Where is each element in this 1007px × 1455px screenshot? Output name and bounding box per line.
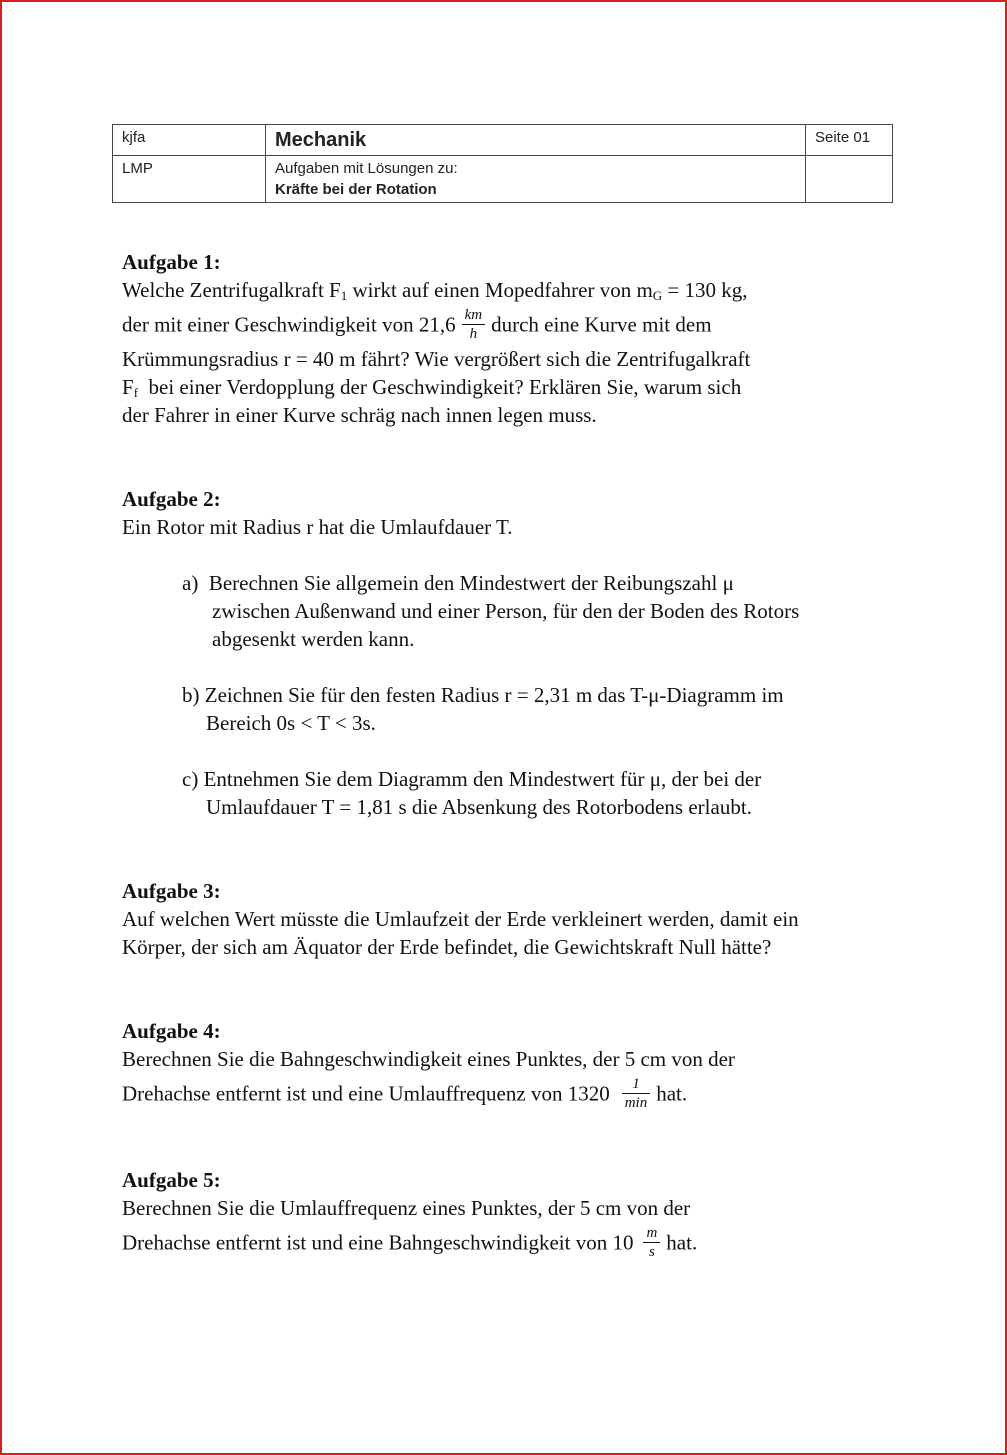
task-4-text: hat. bbox=[656, 1081, 688, 1106]
subtask-a-line-1: a) Berechnen Sie allgemein den Mindestwert der Reibungszahl μ bbox=[182, 571, 734, 595]
task-1-text: wirkt auf einen Mopedfahrer von m bbox=[347, 278, 653, 302]
task-2-subtasks bbox=[182, 569, 922, 821]
task-1-line-3: Krümmungsradius r = 40 m fährt? Wie vergrößert sich die Zentrifugalkraft bbox=[122, 347, 751, 371]
task-1-line-1 bbox=[122, 276, 922, 304]
fraction-numerator: km bbox=[462, 306, 486, 325]
fraction-numerator: m bbox=[643, 1224, 660, 1243]
task-3-title: Aufgabe 3: bbox=[122, 879, 221, 903]
task-2-intro: Ein Rotor mit Radius r hat die Umlaufdauer T. bbox=[122, 515, 513, 539]
fraction-numerator: 1 bbox=[622, 1075, 651, 1094]
subtask-b-line-2: Bereich 0s < T < 3s. bbox=[206, 711, 376, 735]
task-5-text: Drehachse entfernt ist und eine Bahngeschwindigkeit von 10 bbox=[122, 1230, 634, 1255]
header-empty-cell bbox=[806, 156, 893, 203]
task-4 bbox=[122, 1017, 922, 1114]
header-author: kjfa bbox=[113, 125, 266, 156]
fraction-km-per-h bbox=[462, 306, 486, 343]
task-1-title: Aufgabe 1: bbox=[122, 250, 221, 274]
task-5-text: hat. bbox=[666, 1230, 698, 1255]
task-4-title: Aufgabe 4: bbox=[122, 1019, 221, 1043]
task-1-text: der mit einer Geschwindigkeit von 21,6 bbox=[122, 312, 456, 337]
task-5-title: Aufgabe 5: bbox=[122, 1168, 221, 1192]
subtask-c-line-1: c) Entnehmen Sie dem Diagramm den Mindestwert für μ, der bei der bbox=[182, 767, 762, 791]
task-3 bbox=[122, 877, 922, 961]
fraction-denominator: h bbox=[469, 326, 478, 342]
task-1-text: durch eine Kurve mit dem bbox=[491, 312, 712, 337]
fraction-denominator: s bbox=[648, 1244, 655, 1260]
header-subtitle-line1: Aufgaben mit Lösungen zu: bbox=[275, 160, 458, 177]
subtask-a bbox=[182, 569, 922, 653]
task-4-line-2 bbox=[122, 1077, 922, 1114]
subtask-a-line-2: zwischen Außenwand und einer Person, für den der Boden des Rotors bbox=[212, 599, 800, 623]
subtask-b bbox=[182, 681, 922, 737]
task-1-text: bei einer Verdopplung der Geschwindigkeit? Erklären Sie, warum sich bbox=[138, 375, 742, 399]
task-1-line-5: der Fahrer in einer Kurve schräg nach innen legen muss. bbox=[122, 403, 597, 427]
fraction-1-per-min bbox=[622, 1075, 651, 1112]
task-1 bbox=[122, 248, 922, 429]
task-1-subscript: G bbox=[652, 288, 663, 303]
task-5 bbox=[122, 1166, 922, 1263]
task-5-line-1: Berechnen Sie die Umlauffrequenz eines Punktes, der 5 cm von der bbox=[122, 1196, 691, 1220]
header-page-number: Seite 01 bbox=[806, 125, 893, 156]
task-1-line-4 bbox=[122, 373, 922, 401]
task-3-line-2: Körper, der sich am Äquator der Erde befindet, die Gewichtskraft Null hätte? bbox=[122, 935, 772, 959]
fraction-m-per-s bbox=[643, 1224, 660, 1261]
fraction-denominator: min bbox=[624, 1095, 648, 1111]
task-list bbox=[122, 248, 922, 1263]
header-subtitle bbox=[266, 156, 806, 203]
task-1-subscript: 1 bbox=[340, 288, 348, 303]
task-2-title: Aufgabe 2: bbox=[122, 487, 221, 511]
subtask-c-line-2: Umlaufdauer T = 1,81 s die Absenkung des Rotorbodens erlaubt. bbox=[206, 795, 752, 819]
task-2 bbox=[122, 485, 922, 821]
task-4-text: Drehachse entfernt ist und eine Umlauffrequenz von 1320 bbox=[122, 1081, 610, 1106]
task-1-subscript: f bbox=[133, 385, 139, 400]
task-4-line-1: Berechnen Sie die Bahngeschwindigkeit eines Punktes, der 5 cm von der bbox=[122, 1047, 735, 1071]
subtask-b-line-1: b) Zeichnen Sie für den festen Radius r = 2,31 m das T-μ-Diagramm im bbox=[182, 683, 784, 707]
task-1-text: Welche Zentrifugalkraft F bbox=[122, 278, 341, 302]
task-1-text: = 130 kg, bbox=[662, 278, 748, 302]
task-5-line-2 bbox=[122, 1226, 922, 1263]
header-table bbox=[112, 124, 893, 203]
header-title: Mechanik bbox=[266, 125, 806, 156]
task-1-text: F bbox=[122, 375, 134, 399]
subtask-a-line-3: abgesenkt werden kann. bbox=[212, 627, 415, 651]
task-3-line-1: Auf welchen Wert müsste die Umlaufzeit der Erde verkleinert werden, damit ein bbox=[122, 907, 799, 931]
subtask-c bbox=[182, 765, 922, 821]
header-course: LMP bbox=[113, 156, 266, 203]
header-subtitle-line2: Kräfte bei der Rotation bbox=[275, 181, 437, 198]
task-1-line-2 bbox=[122, 308, 922, 345]
